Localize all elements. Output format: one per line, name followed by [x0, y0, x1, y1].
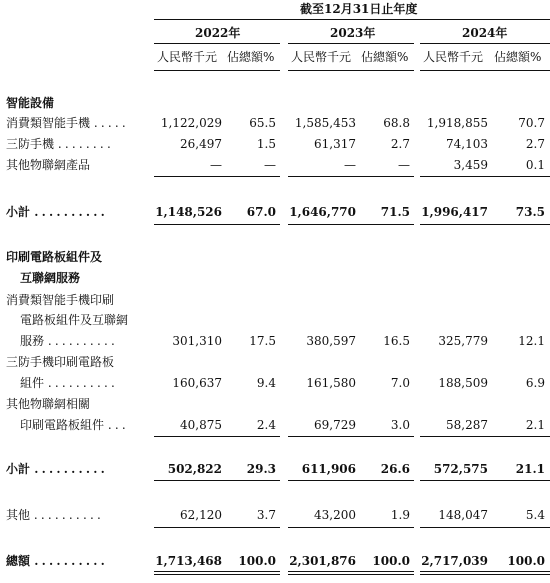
row-label: 三防手機印刷電路板 [6, 355, 115, 369]
col-rule-2023 [288, 70, 414, 71]
value-cell: 12.1 [518, 334, 545, 348]
value-cell: — [210, 158, 222, 172]
value-cell: 71.5 [380, 205, 410, 219]
value-cell: 2,717,039 [421, 554, 488, 568]
value-cell: 2.4 [256, 418, 276, 432]
year-2022: 2022年 [195, 26, 241, 40]
header-rule [154, 19, 550, 20]
col-pct-2024: 佔總額% [494, 50, 542, 64]
row-label: 消費類智能手機 ..... [6, 116, 129, 130]
row-label: 其他物聯網產品 [6, 158, 91, 172]
value-cell: 2,301,876 [289, 554, 356, 568]
value-cell: 1,122,029 [160, 116, 222, 130]
value-cell: 3.0 [390, 418, 410, 432]
value-cell: 380,597 [306, 334, 356, 348]
value-cell: 29.3 [246, 462, 276, 476]
total-label: 總額 .......... [6, 554, 108, 568]
value-cell: 58,287 [446, 418, 488, 432]
row-label: 三防手機 ........ [6, 137, 114, 151]
value-cell: 67.0 [246, 205, 276, 219]
year-rule-2024 [420, 43, 550, 44]
sum-rule-2023 [288, 480, 414, 481]
value-cell: 7.0 [390, 376, 410, 390]
value-cell: 17.5 [249, 334, 276, 348]
year-rule-2022 [154, 43, 280, 44]
value-cell: 3.7 [256, 508, 276, 522]
col-pct-2022: 佔總額% [227, 50, 275, 64]
value-cell: 301,310 [172, 334, 222, 348]
value-cell: 160,637 [172, 376, 222, 390]
value-cell: 43,200 [314, 508, 356, 522]
value-cell: 1,713,468 [155, 554, 222, 568]
value-cell: 74,103 [446, 137, 488, 151]
year-2023: 2023年 [330, 26, 376, 40]
value-cell: 16.5 [383, 334, 410, 348]
value-cell: 3,459 [453, 158, 488, 172]
value-cell: 100.0 [372, 554, 410, 568]
value-cell: 9.4 [256, 376, 276, 390]
total-double-rule-2023 [288, 571, 414, 575]
period-header: 截至12月31日止年度 [300, 2, 418, 16]
sum-rule-2024 [420, 480, 550, 481]
value-cell: 2.1 [525, 418, 545, 432]
value-cell: 70.7 [518, 116, 545, 130]
row-label: 組件 .......... [20, 376, 118, 390]
value-cell: — [344, 158, 356, 172]
value-cell: 1.9 [390, 508, 410, 522]
value-cell: 5.4 [525, 508, 545, 522]
sum-rule-2022 [154, 176, 280, 177]
value-cell: 572,575 [433, 462, 488, 476]
col-amount-2023: 人民幣千元 [291, 50, 352, 64]
value-cell: 1.5 [256, 137, 276, 151]
row-label: 服務 .......... [20, 334, 118, 348]
value-cell: 325,779 [438, 334, 488, 348]
value-cell: 148,047 [438, 508, 488, 522]
section-title-smart-devices: 智能設備 [6, 96, 55, 110]
sum-rule-2024 [420, 224, 550, 225]
value-cell: 73.5 [515, 205, 545, 219]
value-cell: 1,646,770 [289, 205, 356, 219]
sum-rule-2023 [288, 436, 414, 437]
value-cell: 1,148,526 [155, 205, 222, 219]
row-label: 電路板組件及互聯網 [20, 313, 129, 327]
value-cell: 21.1 [515, 462, 545, 476]
sum-rule-2022 [154, 480, 280, 481]
col-rule-2024 [420, 70, 550, 71]
year-rule-2023 [288, 43, 414, 44]
sum-rule-2022 [154, 436, 280, 437]
subtotal-label: 小計 .......... [6, 205, 108, 219]
value-cell: 65.5 [249, 116, 276, 130]
sum-rule-2022 [154, 224, 280, 225]
row-label: 消費類智能手機印刷 [6, 293, 115, 307]
value-cell: 611,906 [301, 462, 356, 476]
section-title-pcba-1: 印刷電路板組件及 [6, 250, 103, 264]
value-cell: 6.9 [525, 376, 545, 390]
value-cell: 62,120 [180, 508, 222, 522]
value-cell: 1,585,453 [294, 116, 356, 130]
value-cell: 188,509 [438, 376, 488, 390]
value-cell: 502,822 [167, 462, 222, 476]
value-cell: 0.1 [525, 158, 545, 172]
value-cell: — [264, 158, 276, 172]
section-title-pcba-2: 互聯網服務 [20, 271, 81, 285]
col-amount-2024: 人民幣千元 [423, 50, 484, 64]
value-cell: 100.0 [238, 554, 276, 568]
row-label: 其他物聯網相關 [6, 397, 91, 411]
year-2024: 2024年 [462, 26, 508, 40]
row-label: 印刷電路板組件 ... [20, 418, 129, 432]
value-cell: 2.7 [525, 137, 545, 151]
sum-rule-2024 [420, 176, 550, 177]
sum-rule-2024 [420, 436, 550, 437]
col-rule-2022 [154, 70, 280, 71]
col-pct-2023: 佔總額% [361, 50, 409, 64]
sum-rule-2024 [420, 527, 550, 528]
value-cell: 2.7 [390, 137, 410, 151]
subtotal-label: 小計 .......... [6, 462, 108, 476]
col-amount-2022: 人民幣千元 [157, 50, 218, 64]
value-cell: 61,317 [314, 137, 356, 151]
value-cell: 26,497 [180, 137, 222, 151]
total-double-rule-2024 [420, 571, 550, 575]
value-cell: 40,875 [180, 418, 222, 432]
total-double-rule-2022 [154, 571, 280, 575]
value-cell: 26.6 [380, 462, 410, 476]
value-cell: 68.8 [383, 116, 410, 130]
value-cell: — [398, 158, 410, 172]
value-cell: 100.0 [507, 554, 545, 568]
sum-rule-2023 [288, 224, 414, 225]
row-label: 其他 .......... [6, 508, 104, 522]
value-cell: 69,729 [314, 418, 356, 432]
sum-rule-2022 [154, 527, 280, 528]
sum-rule-2023 [288, 527, 414, 528]
sum-rule-2023 [288, 176, 414, 177]
value-cell: 1,996,417 [421, 205, 488, 219]
value-cell: 1,918,855 [426, 116, 488, 130]
value-cell: 161,580 [306, 376, 356, 390]
